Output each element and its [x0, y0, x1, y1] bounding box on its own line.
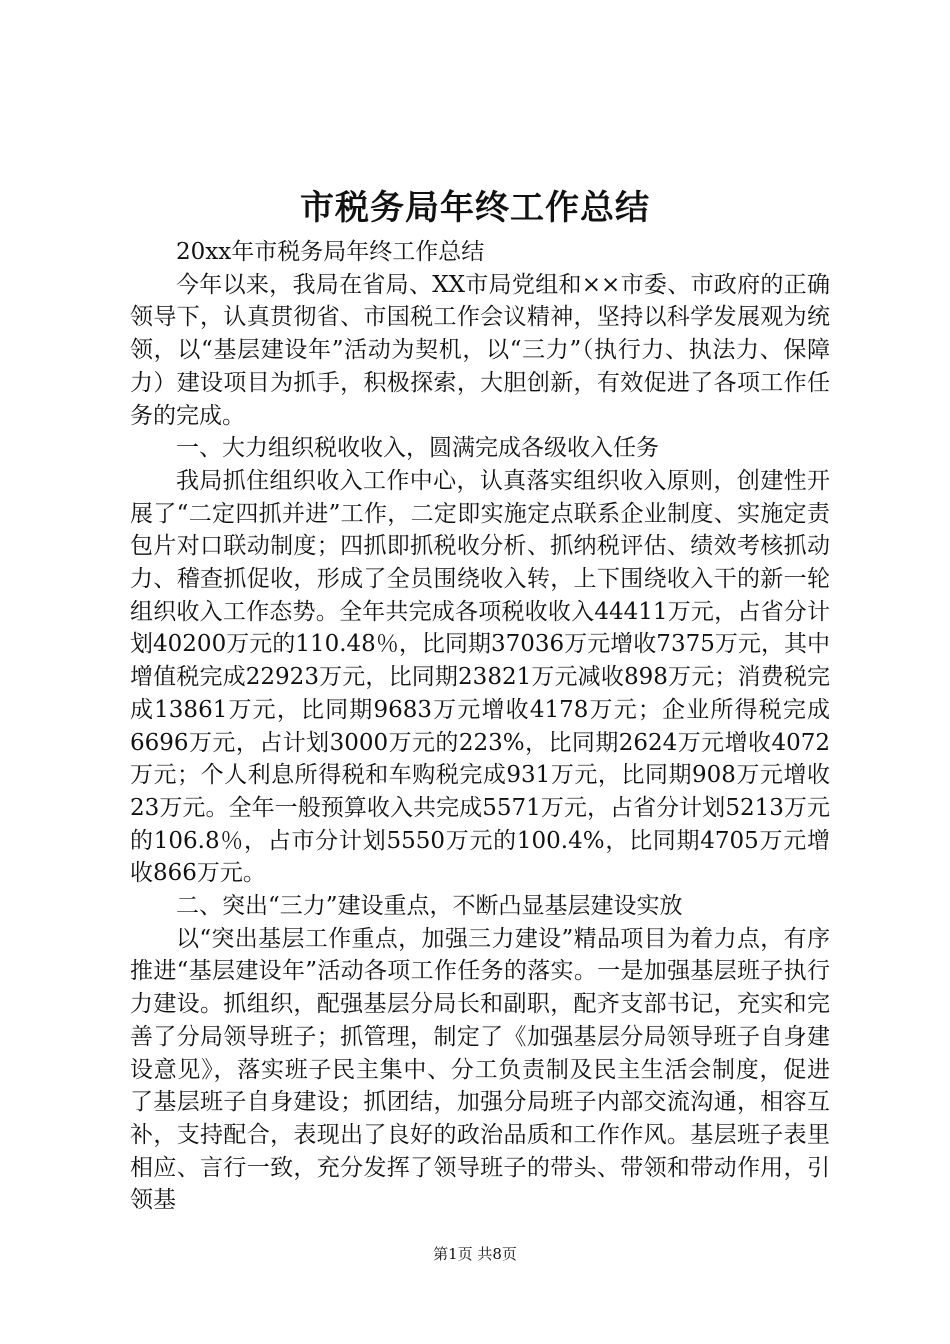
paragraph-subtitle: 20xx年市税务局年终工作总结 — [176, 239, 485, 265]
document-body — [130, 236, 830, 1217]
paragraph-intro: 今年以来，我局在省局、XX市局党组和××市委、市政府的正确领导下，认真贯彻省、市国税工作会议精神，坚持以科学发展观为统领，以“基层建设年”活动为契机，以“三力”（执行力、执法力、保障力）建设项目为抓手，积极探索，大胆创新，有效促进了各项工作任务的完成。 — [130, 271, 830, 429]
section-heading-2: 二、突出“三力”建设重点，不断凸显基层建设实放 — [176, 893, 683, 920]
paragraph-section-1: 我局抓住组织收入工作中心，认真落实组织收入原则，创建性开展了“二定四抓并进”工作，二定即实施定点联系企业制度、实施定责包片对口联动制度；四抓即抓税收分析、抓纳税评估、绩效考核抓动力、稽查抓促收，形成了全员围绕收入转，上下围绕收入干的新一轮组织收入工作态势。全年共完成各项税收收入44411万元，占省分计划40200万元的110.48％，比同期37036万元增收7375万元，其中增值税完成22923万元，比同期23821万元减收898万元；消费税完成13861万元，比同期9683万元增收4178万元；企业所得税完成6696万元，占计划3000万元的223%，比同期2624万元增收4072万元；个人利息所得税和车购税完成931万元，比同期908万元增收23万元。全年一般预算收入共完成5571万元，占省分计划5213万元的106.8％，占市分计划5550万元的100.4%，比同期4705万元增收866万元。 — [130, 467, 830, 887]
page-footer: 第1页 共8页 — [433, 1245, 517, 1263]
paragraph-section-2: 以“突出基层工作重点，加强三力建设”精品项目为着力点，有序推进“基层建设年”活动各项工作任务的落实。一是加强基层班子执行力建设。抓组织，配强基层分局长和副职，配齐支部书记，充实和完善了分局领导班子；抓管理，制定了《加强基层分局领导班子自身建设意见》，落实班子民主集中、分工负责制及民主生活会制度，促进了基层班子自身建设；抓团结，加强分局班子内部交流沟通，相容互补，支持配合，表现出了良好的政治品质和工作作风。基层班子表里相应、言行一致，充分发挥了领导班子的带头、带领和带动作用，引领基 — [130, 925, 830, 1214]
document-title: 市税务局年终工作总结 — [300, 188, 650, 228]
section-heading-1: 一、大力组织税收收入，圆满完成各级收入任务 — [176, 435, 659, 462]
